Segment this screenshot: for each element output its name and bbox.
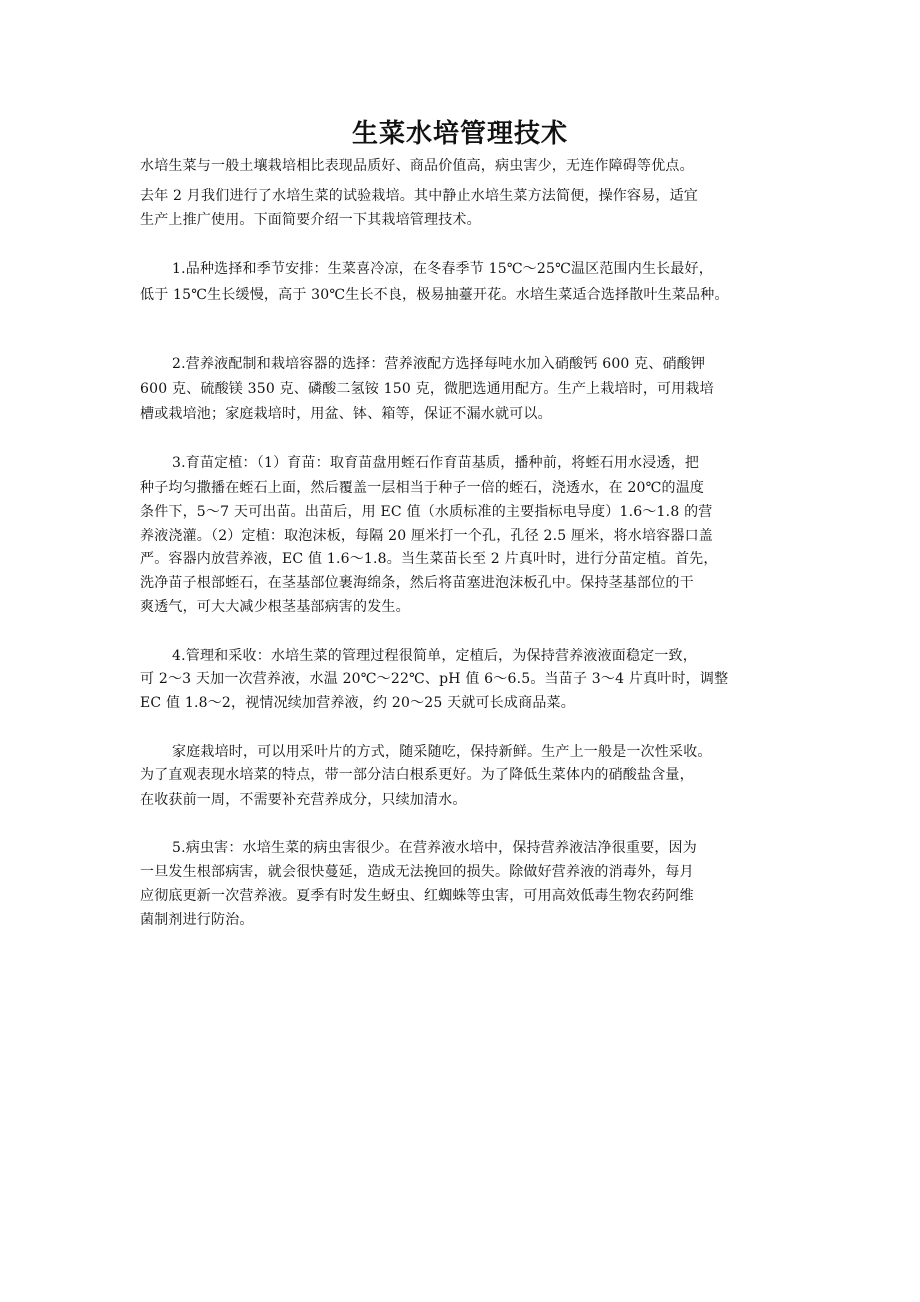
text-line: 5.病虫害：水培生菜的病虫害很少。在营养液水培中，保持营养液洁净很重要，因为 (172, 840, 697, 856)
text-line: 一旦发生根部病害，就会很快蔓延，造成无法挽回的损失。除做好营养液的消毒外，每月 (140, 864, 694, 880)
text-line: 在收获前一周，不需要补充营养成分，只续加清水。 (140, 792, 467, 808)
text-line: 菌制剂进行防治。 (140, 912, 254, 928)
text-line: 应彻底更新一次营养液。夏季有时发生蚜虫、红蜘蛛等虫害，可用高效低毒生物农药阿维 (140, 888, 694, 904)
text-line: 4.管理和采收：水培生菜的管理过程很简单，定植后，为保持营养液液面稳定一致， (172, 648, 697, 664)
text-line: 条件下，5～7 天可出苗。出苗后，用 EC 值（水质标准的主要指标电导度）1.6～1.8 的营 (140, 504, 713, 520)
text-line: 为了直观表现水培菜的特点，带一部分洁白根系更好。为了降低生菜体内的硝酸盐含量， (140, 767, 694, 783)
text-line: 水培生菜与一般土壤栽培相比表现品质好、商品价值高，病虫害少，无连作障碍等优点。 (140, 158, 694, 174)
text-line: 2.营养液配制和栽培容器的选择：营养液配方选择每吨水加入硝酸钙 600 克、硝酸钾 (172, 356, 706, 372)
text-line: 600 克、硫酸镁 350 克、磷酸二氢铵 150 克，微肥选通用配方。生产上栽培时，可用栽培 (140, 381, 714, 397)
text-line: 1.品种选择和季节安排：生菜喜冷凉，在冬春季节 15℃～25℃温区范围内生长最好， (172, 261, 713, 277)
document-title: 生菜水培管理技术 (351, 119, 568, 149)
text-line: 3.育苗定植：（1）育苗：取育苗盘用蛭石作育苗基质，播种前，将蛭石用水浸透，把 (172, 455, 700, 471)
text-line: 严。容器内放营养液，EC 值 1.6～1.8。当生菜苗长至 2 片真叶时，进行分苗定植。首先， (140, 551, 718, 567)
text-line: EC 值 1.8～2，视情况续加营养液，约 20～25 天就可长成商品菜。 (140, 695, 575, 711)
text-line: 生产上推广使用。下面简要介绍一下其栽培管理技术。 (140, 212, 481, 228)
text-line: 爽透气，可大大减少根茎基部病害的发生。 (140, 599, 410, 615)
text-line: 去年 2 月我们进行了水培生菜的试验栽培。其中静止水培生菜方法简便，操作容易，适宜 (140, 188, 699, 204)
text-line: 可 2～3 天加一次营养液，水温 20℃～22℃、pH 值 6～6.5。当苗子 3～4 片真叶时，调整 (140, 671, 729, 687)
text-line: 家庭栽培时，可以用采叶片的方式，随采随吃，保持新鲜。生产上一般是一次性采收。 (172, 744, 712, 760)
text-line: 低于 15℃生长缓慢，高于 30℃生长不良，极易抽薹开花。水培生菜适合选择散叶生菜品种。 (140, 287, 729, 303)
text-line: 槽或栽培池；家庭栽培时，用盆、钵、箱等，保证不漏水就可以。 (140, 406, 552, 422)
text-line: 养液浇灌。（2）定植：取泡沫板，每隔 20 厘米打一个孔，孔径 2.5 厘米，将水培容器口盖 (140, 528, 713, 544)
text-line: 洗净苗子根部蛭石，在茎基部位裹海绵条，然后将苗塞进泡沫板孔中。保持茎基部位的干 (140, 575, 694, 591)
text-line: 种子均匀撒播在蛭石上面，然后覆盖一层相当于种子一倍的蛭石，浇透水，在 20℃的温度 (140, 480, 705, 496)
